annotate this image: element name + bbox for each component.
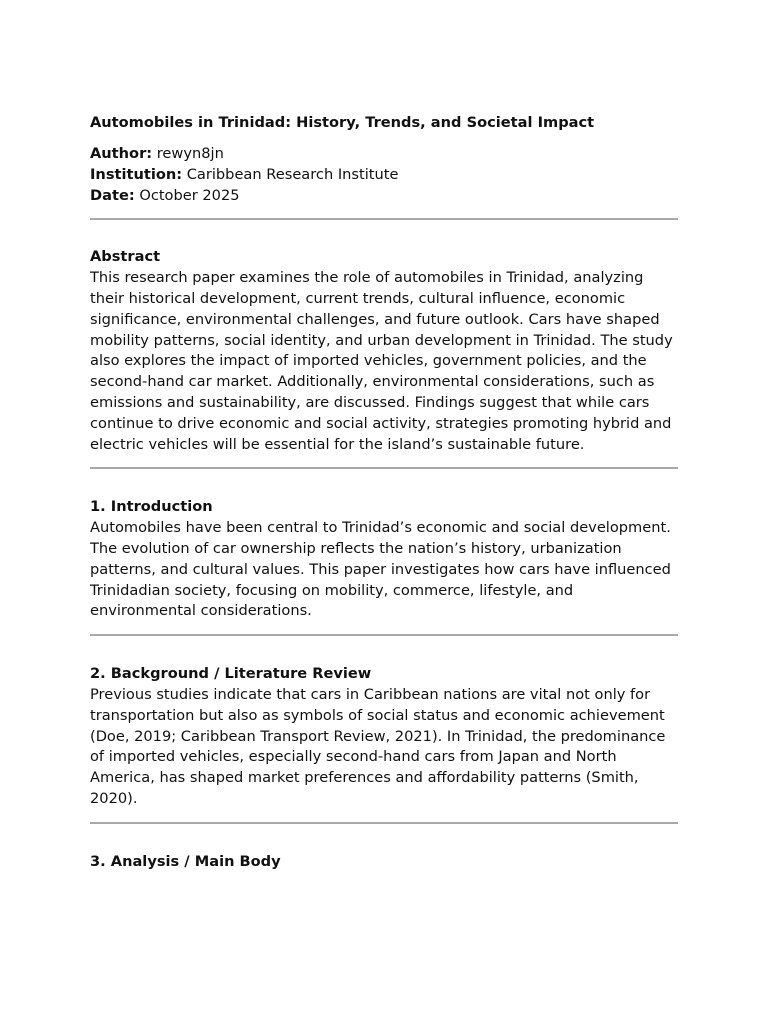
divider <box>90 634 678 636</box>
paper-title: Automobiles in Trinidad: History, Trends, and Societal Impact <box>90 114 595 131</box>
divider <box>90 822 678 824</box>
author-label: Author: <box>90 145 153 162</box>
date-label: Date: <box>90 186 135 204</box>
introduction-section <box>90 497 678 622</box>
divider <box>90 218 678 220</box>
abstract-section <box>90 247 678 455</box>
analysis-heading: 3. Analysis / Main Body <box>90 852 281 870</box>
divider <box>90 467 678 469</box>
analysis-section <box>90 852 678 873</box>
introduction-body: Automobiles have been central to Trinidad’s economic and social development. The evolution of car ownership reflects the nation’s history, urbanization patterns, and cultural values. This paper investigates how cars have influenced Trinidadian society, focusing on mobility, commerce, lifestyle, and environmental considerations. <box>90 519 671 620</box>
institution-label: Institution: <box>90 165 183 183</box>
abstract-body: This research paper examines the role of automobiles in Trinidad, analyzing their historical development, current trends, cultural influence, economic significance, environmental challenges, and future outlook. Cars have shaped mobility patterns, social identity, and urban development in Trinidad. The study also explores the impact of imported vehicles, government policies, and the second-hand car market. Additionally, environmental considerations, such as emissions and sustainability, are discussed. Findings suggest that while cars continue to drive economic and social activity, strategies promoting hybrid and electric vehicles will be essential for the island’s sustainable future. <box>90 269 673 453</box>
institution-line <box>90 165 678 186</box>
background-body: Previous studies indicate that cars in Caribbean nations are vital not only for transportation but also as symbols of social status and economic achievement (Doe, 2019; Caribbean Transport Review, 2021). In Trinidad, the predominance of imported vehicles, especially second-hand cars from Japan and North America, has shaped market preferences and affordability patterns (Smith, 2020). <box>90 685 666 807</box>
background-heading: 2. Background / Literature Review <box>90 665 372 683</box>
introduction-heading: 1. Introduction <box>90 498 213 516</box>
background-section <box>90 664 678 810</box>
author-line <box>90 144 678 165</box>
date-value: October 2025 <box>139 186 240 204</box>
paper-page <box>90 114 678 873</box>
paper-meta <box>90 144 678 206</box>
abstract-heading: Abstract <box>90 248 161 266</box>
institution-value: Caribbean Research Institute <box>186 165 399 183</box>
author-value: rewyn8jn <box>156 145 224 162</box>
date-line <box>90 186 678 207</box>
